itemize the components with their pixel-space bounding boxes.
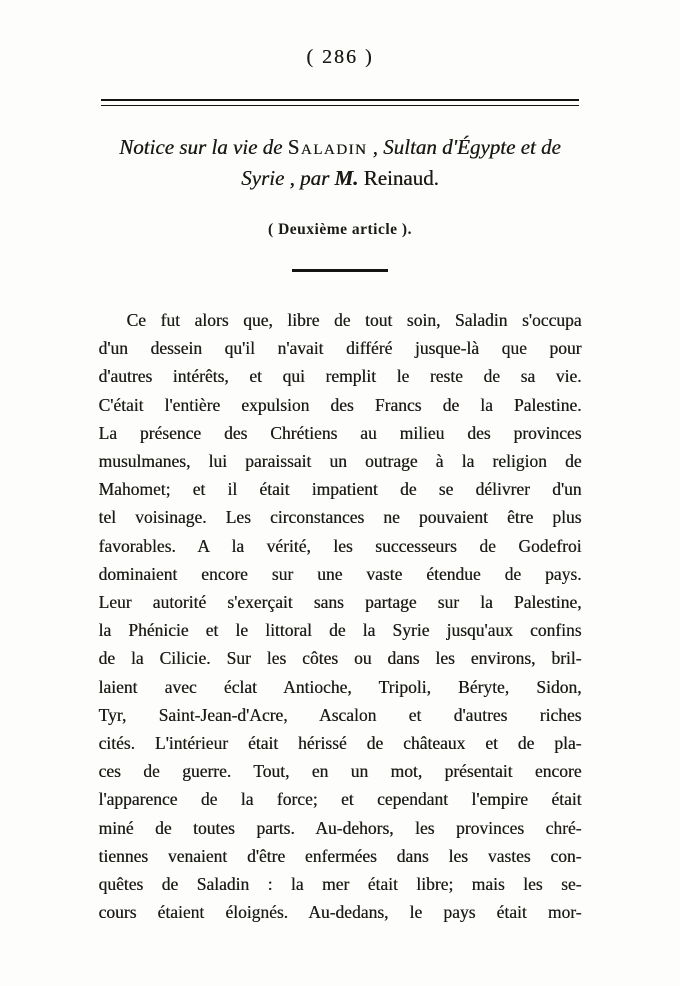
body-line: de la Cilicie. Sur les côtes ou dans les environs, bril- <box>98 648 582 669</box>
body-line: dominaient encore sur une vaste étendue de pays. <box>98 563 582 584</box>
body-line: miné de toutes parts. Au-dehors, les provinces chré- <box>98 817 582 838</box>
body-line: C'était l'entière expulsion des Francs de la Palestine. <box>98 394 582 415</box>
body-line: tiennes venaient d'être enfermées dans les vastes con- <box>98 845 582 866</box>
title-pre-text: Notice sur la vie de <box>119 135 288 159</box>
body-line: Leur autorité s'exerçait sans partage sur la Palestine, <box>98 592 582 613</box>
body-line: musulmanes, lui paraissait un outrage à la religion de <box>98 451 582 472</box>
page-number: ( 286 ) <box>306 46 374 68</box>
article-title-line1 <box>0 132 680 163</box>
author-initial: M. <box>334 166 359 190</box>
body-line: cités. L'intérieur était hérissé de châteaux et de pla- <box>98 733 582 754</box>
body-line: la Phénicie et le littoral de la Syrie jusqu'aux confins <box>98 620 582 641</box>
body-paragraph <box>99 306 582 926</box>
body-line: laient avec éclat Antioche, Tripoli, Béryte, Sidon, <box>98 676 582 697</box>
title-line2-pre: Syrie , par <box>241 166 335 190</box>
body-line: ces de guerre. Tout, en un mot, présentait encore <box>98 761 582 782</box>
body-line: La présence des Chrétiens au milieu des provinces <box>98 422 582 443</box>
article-title <box>0 132 680 194</box>
author-name: Reinaud. <box>358 166 439 190</box>
body-line: Mahomet; et il était impatient de se délivrer d'un <box>98 479 582 500</box>
article-title-line2 <box>0 163 680 194</box>
article-note: ( Deuxième article ). <box>268 221 412 238</box>
title-post-text: , Sultan d'Égypte et de <box>367 135 561 159</box>
body-line: Ce fut alors que, libre de tout soin, Saladin s'occupa <box>126 310 582 330</box>
header-double-rule <box>101 99 579 106</box>
title-saladin-smallcaps: Saladin <box>287 135 368 159</box>
body-line: favorables. A la vérité, les successeurs de Godefroi <box>98 535 582 556</box>
body-line: d'autres intérêts, et qui remplit le reste de sa vie. <box>98 366 582 387</box>
body-line: d'un dessein qu'il n'avait différé jusque-là que pour <box>98 338 582 359</box>
body-line: quêtes de Saladin : la mer était libre; mais les se- <box>98 874 582 895</box>
body-line: l'apparence de la force; et cependant l'empire était <box>98 789 582 810</box>
body-line: cours étaient éloignés. Au-dedans, le pays était mor- <box>98 902 582 923</box>
section-divider-rule <box>292 269 388 272</box>
body-line: tel voisinage. Les circonstances ne pouvaient être plus <box>98 507 582 528</box>
body-line: Tyr, Saint-Jean-d'Acre, Ascalon et d'autres riches <box>98 704 582 725</box>
